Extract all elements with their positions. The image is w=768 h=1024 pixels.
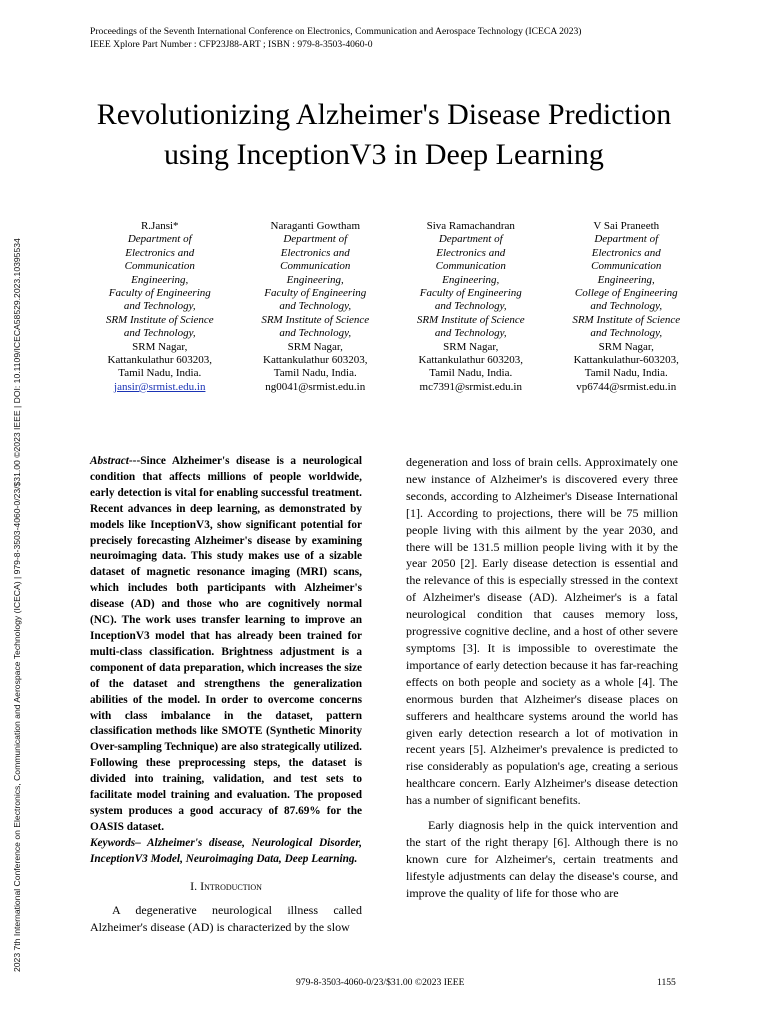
affiliation-line: Communication: [591, 260, 662, 273]
author-4: [549, 220, 705, 394]
affiliation-line: Engineering,: [597, 273, 655, 286]
body-paragraph-1: degeneration and loss of brain cells. Approximately one new instance of Alzheimer's is discovered every three seconds, according to Alzheimer's Disease International [1]. According to projections, there will be 75 million people living with this ailment by the year 2030, and there will be 131.5 million people living with it by the year 2050 [2]. Early disease detection is essential and the relevance of this is especially stressed in the context of Alzheimer's disease (AD). Alzheimer's is a fatal neurological condition that causes memory loss, progressive cognitive decline, and a host of other severe symptoms [3]. It is impossible to overestimate the importance of early detection because it has far-reaching effects on both people and society as a whole [4]. The enormous burden that Alzheimer's disease places on sufferers and healthcare systems around the world has given early detection research a lot of motivation in recent years [5]. Alzheimer's prevalence is predicted to rise considerably as population's age, creating a serious healthcare concern. Early Alzheimer's disease detection has a number of significant benefits.: [406, 455, 678, 808]
affiliation-line: and Technology,: [123, 300, 196, 313]
address-line: Kattankulathur-603203,: [573, 354, 679, 367]
affiliation-line: Faculty of Engineering: [108, 287, 211, 300]
author-email: mc7391@srmist.edu.in: [419, 380, 522, 393]
address-line: Kattankulathur 603203,: [263, 354, 368, 367]
affiliation-line: Engineering,: [286, 273, 344, 286]
address-line: Kattankulathur 603203,: [418, 354, 523, 367]
affiliation-line: and Technology,: [590, 327, 663, 340]
author-block: [82, 220, 704, 394]
affiliation-line: Department of: [594, 233, 659, 246]
author-email-link[interactable]: jansir@srmist.edu.in: [114, 380, 206, 393]
affiliation-line: Department of: [283, 233, 348, 246]
affiliation-line: Faculty of Engineering: [264, 287, 367, 300]
abstract-dashes: ---: [128, 455, 141, 467]
title-line-2: using InceptionV3 in Deep Learning: [164, 138, 604, 171]
address-line: Tamil Nadu, India.: [118, 367, 202, 380]
affiliation-line: and Technology,: [590, 300, 663, 313]
author-1: [82, 220, 238, 394]
affiliation-line: Electronics and: [125, 246, 195, 259]
page-number: 1155: [657, 977, 676, 988]
paper-title: [40, 95, 728, 175]
affiliation-line: Engineering,: [442, 273, 500, 286]
affiliation-line: College of Engineering: [574, 287, 678, 300]
affiliation-line: and Technology,: [434, 327, 507, 340]
address-line: Kattankulathur 603203,: [107, 354, 212, 367]
address-line: Tamil Nadu, India.: [584, 367, 668, 380]
affiliation-line: Electronics and: [591, 246, 661, 259]
header-line-2: IEEE Xplore Part Number : CFP23J88-ART ; ISBN : 979-8-3503-4060-0: [90, 39, 373, 50]
abstract: [90, 454, 362, 836]
address-line: SRM Nagar,: [132, 340, 188, 353]
affiliation-line: SRM Institute of Science: [572, 313, 681, 326]
intro-paragraph: A degenerative neurological illness called Alzheimer's disease (AD) is characterized by the slow: [90, 903, 362, 935]
author-3: [393, 220, 549, 394]
author-name: V Sai Praneeth: [593, 220, 660, 232]
abstract-text: Since Alzheimer's disease is a neurological condition that affects millions of people worldwide, early detection is vital for enabling successful treatment. Recent advances in deep learning, as demonstrated by models like InceptionV3, show significant potential for precisely forecasting Alzheimer's disease by examining neuroimaging data. This study makes use of a sizable dataset of magnetic resonance imaging (MRI) scans, which includes both participants with Alzheimer's disease (AD) and those who are cognitively normal (NC). The work uses transfer learning to improve an InceptionV3 model that has already been trained for multi-class classification. Brightness adjustment is a component of data preparation, which increases the size of the dataset and strengthens the generalization abilities of the model. In order to overcome concerns with class imbalance in the dataset, pattern classification methods like SMOTE (Synthetic Minority Over-sampling Technique) are also strategically utilized. Following these preprocessing steps, the dataset is divided into training, validation, and test sets to facilitate model training and evaluation. The proposed system produces a good accuracy of 87.69% for the OASIS dataset.: [90, 455, 362, 833]
header-line-1: Proceedings of the Seventh International Conference on Electronics, Communication and Aerospace Technology (ICECA 2023): [90, 26, 582, 37]
author-name: Naraganti Gowtham: [270, 220, 360, 232]
section-heading-introduction: I. Introduction: [190, 878, 262, 893]
footer-copyright: 979-8-3503-4060-0/23/$31.00 ©2023 IEEE: [296, 977, 465, 988]
address-line: Tamil Nadu, India.: [429, 367, 513, 380]
affiliation-line: and Technology,: [434, 300, 507, 313]
body-paragraph-2: Early diagnosis help in the quick intervention and the start of the right therapy [6]. Although there is no known cure for Alzheimer's, certain treatments and lifestyle adjustments can delay the disease's course, and improve the quality of life for those who are: [406, 818, 678, 900]
affiliation-line: SRM Institute of Science: [416, 313, 525, 326]
right-column: [406, 454, 678, 902]
affiliation-line: SRM Institute of Science: [105, 313, 214, 326]
author-2: [238, 220, 394, 394]
keywords: [90, 836, 362, 868]
doi-side-strip: 2023 7th International Conference on Electronics, Communication and Aerospace Technology (ICECA) | 979-8-3503-4060-0/23/$31.00 ©2023 IEEE | DOI: 10.1109/ICECA58529.2023.10395534: [12, 238, 22, 972]
author-name: R.Jansi*: [140, 220, 179, 232]
keywords-text: Alzheimer's disease, Neurological Disorder, InceptionV3 Model, Neuroimaging Data, Deep Learning.: [90, 836, 362, 865]
proceedings-header: [90, 25, 730, 51]
affiliation-line: and Technology,: [279, 300, 352, 313]
affiliation-line: Communication: [124, 260, 195, 273]
keywords-lead: Keywords–: [90, 836, 141, 849]
author-email: ng0041@srmist.edu.in: [265, 380, 366, 393]
author-email: vp6744@srmist.edu.in: [576, 380, 677, 393]
address-line: SRM Nagar,: [287, 340, 343, 353]
affiliation-line: Communication: [280, 260, 351, 273]
affiliation-line: Electronics and: [280, 246, 350, 259]
title-line-1: Revolutionizing Alzheimer's Disease Prediction: [96, 98, 672, 131]
affiliation-line: Department of: [438, 233, 503, 246]
address-line: Tamil Nadu, India.: [273, 367, 357, 380]
affiliation-line: Faculty of Engineering: [419, 287, 522, 300]
affiliation-line: SRM Institute of Science: [261, 313, 370, 326]
author-name: Siva Ramachandran: [426, 220, 515, 232]
affiliation-line: Department of: [127, 233, 192, 246]
affiliation-line: and Technology,: [279, 327, 352, 340]
affiliation-line: Communication: [435, 260, 506, 273]
affiliation-line: Engineering,: [131, 273, 189, 286]
affiliation-line: and Technology,: [123, 327, 196, 340]
address-line: SRM Nagar,: [443, 340, 499, 353]
abstract-lead: Abstract: [90, 455, 129, 467]
address-line: SRM Nagar,: [598, 340, 654, 353]
left-column: [90, 454, 362, 936]
affiliation-line: Electronics and: [436, 246, 506, 259]
